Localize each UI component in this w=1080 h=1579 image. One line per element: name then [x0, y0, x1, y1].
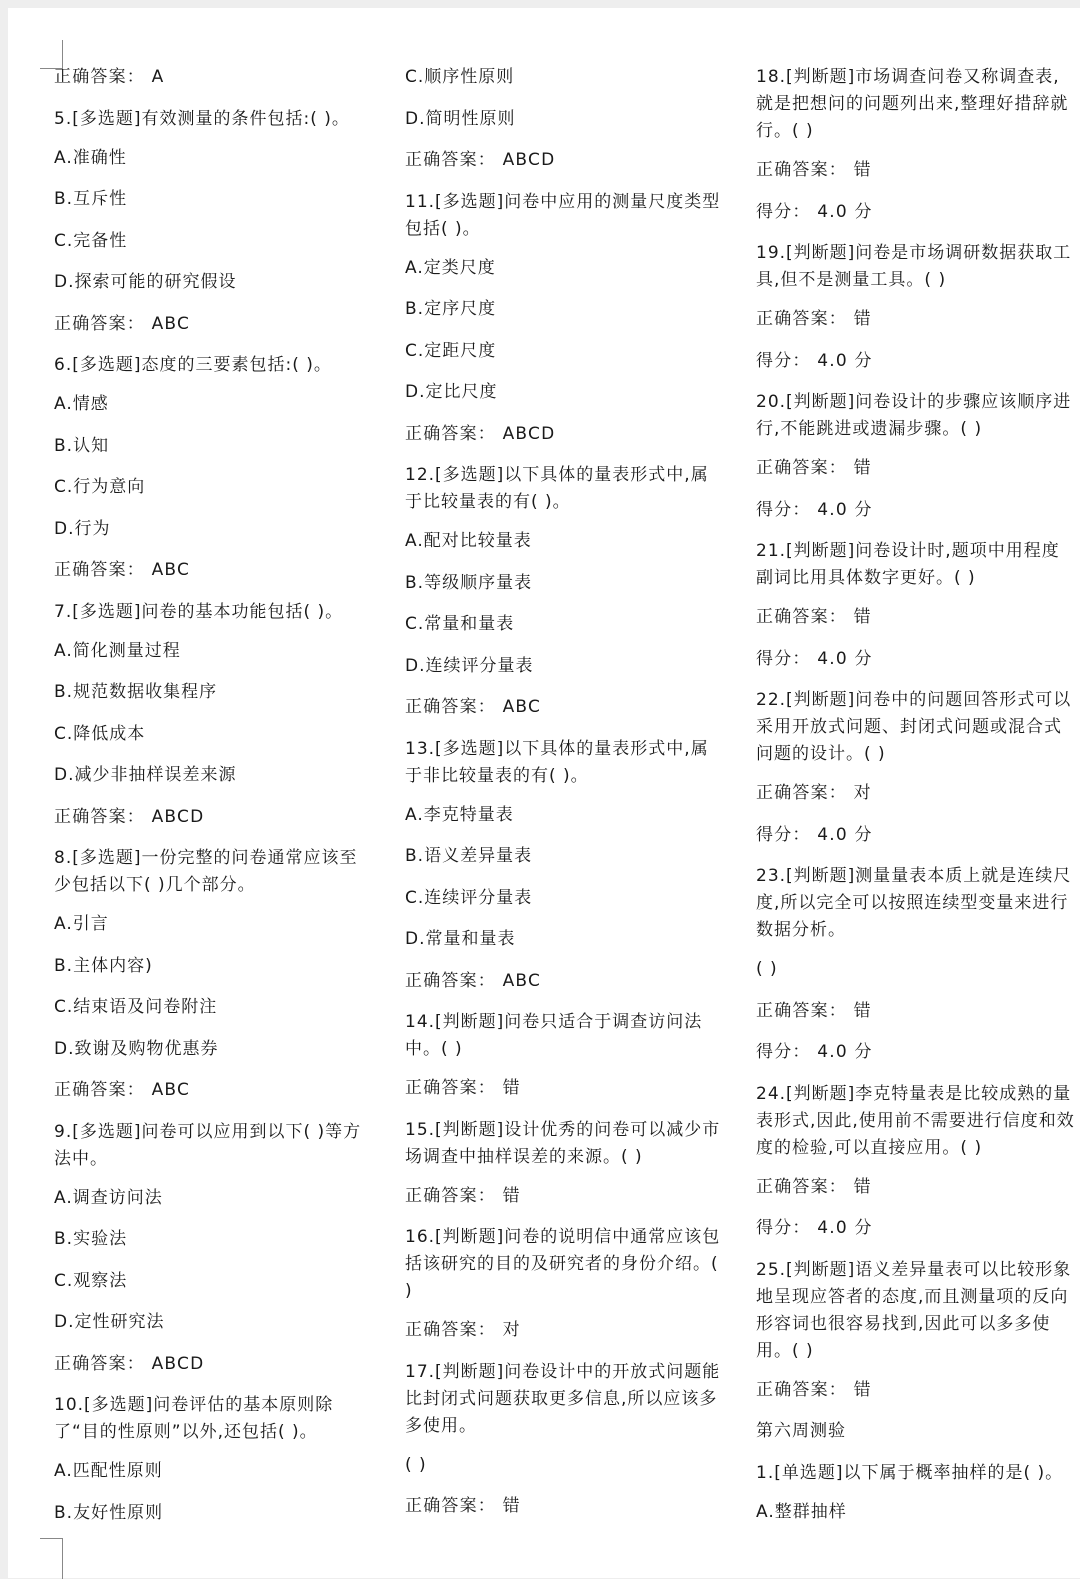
question-text: 17.[判断题]问卷设计中的开放式问题能比封闭式问题获取更多信息,所以应该多多使用。	[405, 1361, 721, 1436]
option-line: B.互斥性	[54, 189, 128, 209]
option-line: B.语义差异量表	[405, 846, 533, 866]
question-text: 16.[判断题]问卷的说明信中通常应该包括该研究的目的及研究者的身份介绍。( )	[405, 1227, 726, 1301]
option-line: D.常量和量表	[405, 929, 516, 949]
option-line: A.情感	[54, 394, 109, 414]
option-line: A.李克特量表	[405, 804, 514, 825]
option-line: B.认知	[54, 435, 110, 456]
question-text: 5.[多选题]有效测量的条件包括:( )。	[54, 108, 350, 129]
answer-line: 正确答案： ABC	[54, 560, 191, 580]
answer-line: 正确答案： 错	[756, 607, 872, 627]
option-line: B.定序尺度	[405, 299, 497, 319]
answer-line: 正确答案： 错	[405, 1078, 521, 1098]
option-line: A.简化测量过程	[54, 640, 181, 661]
option-line: D.致谢及购物优惠券	[54, 1038, 219, 1059]
score-line: 得分： 4.0 分	[756, 648, 873, 669]
question-text: 15.[判断题]设计优秀的问卷可以减少市场调查中抽样误差的来源。( )	[405, 1119, 721, 1167]
question-text: 9.[多选题]问卷可以应用到以下( )等方法中。	[54, 1121, 362, 1169]
answer-line: 正确答案： 对	[756, 783, 872, 803]
score-line: 得分： 4.0 分	[756, 824, 873, 845]
answer-line: 正确答案： 错	[756, 309, 872, 329]
option-line: D.简明性原则	[405, 108, 516, 129]
score-line: 得分： 4.0 分	[756, 1218, 873, 1238]
question-text: 1.[单选题]以下属于概率抽样的是( )。	[756, 1462, 1064, 1483]
question-text: 6.[多选题]态度的三要素包括:( )。	[54, 355, 332, 375]
question-text: 14.[判断题]问卷只适合于调查访问法中。( )	[405, 1012, 703, 1059]
answer-line: 正确答案： 错	[405, 1185, 521, 1206]
option-line: C.常量和量表	[405, 614, 515, 634]
score-line: 得分： 4.0 分	[756, 201, 873, 222]
option-line: D.减少非抽样误差来源	[54, 765, 237, 785]
option-line: ( )	[405, 1454, 427, 1475]
question-text: 23.[判断题]测量量表本质上就是连续尺度,所以完全可以按照连续型变量来进行数据分析。	[756, 866, 1072, 940]
question-text: 19.[判断题]问卷是市场调研数据获取工具,但不是测量工具。( )	[756, 243, 1072, 290]
option-line: C.观察法	[54, 1270, 128, 1291]
crop-mark-bottom-left	[40, 1538, 63, 1579]
option-line: C.顺序性原则	[405, 67, 515, 87]
answer-line: 正确答案： 错	[756, 1379, 872, 1400]
answer-line: 正确答案： ABCD	[405, 150, 556, 170]
text-column-right	[756, 64, 1076, 1540]
option-line: D.探索可能的研究假设	[54, 272, 237, 292]
score-line: 得分： 4.0 分	[756, 350, 873, 371]
section-heading: 第六周测验	[756, 1421, 846, 1441]
option-line: B.实验法	[54, 1229, 128, 1249]
answer-line: 正确答案： ABCD	[54, 1353, 205, 1374]
question-text: 20.[判断题]问卷设计的步骤应该顺序进行,不能跳进或遗漏步骤。( )	[756, 392, 1072, 439]
option-line: B.主体内容)	[54, 955, 153, 976]
answer-line: 正确答案： ABCD	[54, 806, 205, 827]
score-line: 得分： 4.0 分	[756, 1042, 873, 1062]
option-line: A.配对比较量表	[405, 531, 532, 551]
option-line: A.定类尺度	[405, 257, 496, 278]
question-text: 25.[判断题]语义差异量表可以比较形象地呈现应答者的态度,而且测量项的反向形容词也很容易找到,因此可以多多使用。( )	[756, 1259, 1072, 1361]
question-text: 21.[判断题]问卷设计时,题项中用程度副词比用具体数字更好。( )	[756, 541, 1060, 588]
text-column-middle	[405, 64, 726, 1535]
answer-line: 正确答案： ABC	[54, 1080, 191, 1100]
option-line: C.连续评分量表	[405, 887, 533, 908]
answer-line: 正确答案： A	[54, 67, 165, 87]
option-line: ( )	[756, 959, 778, 979]
question-text: 22.[判断题]问卷中的问题回答形式可以采用开放式问题、封闭式问题或混合式问题的设计。( )	[756, 690, 1072, 764]
option-line: C.完备性	[54, 230, 128, 251]
option-line: A.匹配性原则	[54, 1461, 163, 1481]
option-line: D.连续评分量表	[405, 655, 534, 676]
answer-line: 正确答案： 错	[756, 458, 872, 478]
question-text: 7.[多选题]问卷的基本功能包括( )。	[54, 601, 344, 622]
option-line: A.整群抽样	[756, 1501, 847, 1522]
option-line: D.行为	[54, 518, 111, 539]
answer-line: 正确答案： 错	[756, 1176, 872, 1197]
question-text: 8.[多选题]一份完整的问卷通常应该至少包括以下( )几个部分。	[54, 848, 358, 895]
answer-line: 正确答案： ABC	[405, 970, 542, 991]
option-line: A.调查访问法	[54, 1187, 163, 1208]
question-text: 13.[多选题]以下具体的量表形式中,属于非比较量表的有( )。	[405, 738, 709, 786]
answer-line: 正确答案： ABCD	[405, 423, 556, 444]
document-page	[8, 8, 1080, 1578]
question-text: 24.[判断题]李克特量表是比较成熟的量表形式,因此,使用前不需要进行信度和效度的检验,可以直接应用。( )	[756, 1083, 1075, 1158]
option-line: C.降低成本	[54, 723, 146, 744]
option-line: A.准确性	[54, 147, 127, 168]
option-line: B.等级顺序量表	[405, 572, 533, 593]
answer-line: 正确答案： 错	[756, 1000, 872, 1021]
answer-line: 正确答案： 对	[405, 1320, 521, 1340]
answer-line: 正确答案： 错	[756, 160, 872, 180]
option-line: B.规范数据收集程序	[54, 682, 218, 702]
option-line: C.结束语及问卷附注	[54, 997, 218, 1017]
question-text: 10.[多选题]问卷评估的基本原则除了“目的性原则”以外,还包括( )。	[54, 1395, 334, 1442]
option-line: C.定距尺度	[405, 340, 497, 361]
option-line: D.定性研究法	[54, 1312, 165, 1332]
option-line: A.引言	[54, 914, 109, 934]
question-text: 18.[判断题]市场调查问卷又称调查表,就是把想问的问题列出来,整理好措辞就行。( )	[756, 67, 1069, 141]
option-line: D.定比尺度	[405, 382, 498, 402]
text-column-left	[54, 64, 374, 1541]
question-text: 12.[多选题]以下具体的量表形式中,属于比较量表的有( )。	[405, 465, 709, 512]
option-line: C.行为意向	[54, 477, 146, 497]
answer-line: 正确答案： ABC	[54, 313, 191, 334]
answer-line: 正确答案： 错	[405, 1496, 521, 1516]
answer-line: 正确答案： ABC	[405, 697, 542, 717]
option-line: B.友好性原则	[54, 1502, 164, 1523]
question-text: 11.[多选题]问卷中应用的测量尺度类型包括( )。	[405, 191, 721, 239]
score-line: 得分： 4.0 分	[756, 499, 873, 520]
